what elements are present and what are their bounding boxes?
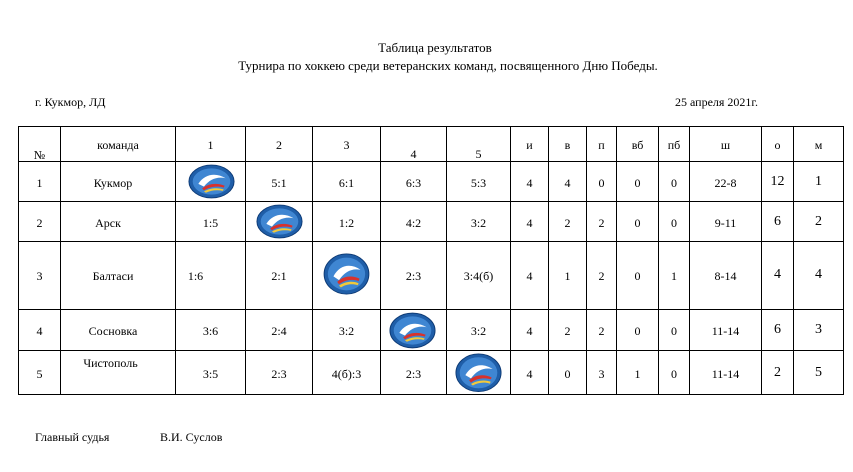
score-cell: 1:2	[313, 202, 381, 242]
losses-cell: 2	[587, 242, 617, 310]
score-cell: 2:3	[381, 351, 447, 395]
tournament-emblem-icon	[323, 253, 370, 295]
tournament-emblem-icon	[455, 353, 502, 393]
venue-label: г. Кукмор, ЛД	[35, 95, 106, 109]
place-cell: 1	[794, 162, 844, 202]
table-row	[19, 162, 844, 202]
judge-role-label: Главный судья	[35, 430, 110, 444]
header-cell-shootout-losses: пб	[659, 127, 690, 162]
place-cell: 2	[794, 202, 844, 242]
score-cell: 3:4(б)	[447, 242, 511, 310]
wins-cell: 1	[549, 242, 587, 310]
wins-cell: 4	[549, 162, 587, 202]
header-cell-place: м	[794, 127, 844, 162]
table-row	[19, 351, 844, 395]
header-cell-games: и	[511, 127, 549, 162]
score-cell: 2:3	[246, 351, 313, 395]
games-cell: 4	[511, 202, 549, 242]
header-row	[19, 127, 844, 162]
table-row	[19, 202, 844, 242]
points-cell: 6	[762, 310, 794, 351]
score-cell: 3:6	[176, 310, 246, 351]
goals-cell: 8-14	[690, 242, 762, 310]
score-cell: 4(б):3	[313, 351, 381, 395]
header-cell-3: 3	[313, 127, 381, 162]
judge-name: В.И. Суслов	[160, 430, 223, 444]
self-match-cell	[246, 202, 313, 242]
team-name: Арск	[61, 202, 176, 242]
points-cell: 6	[762, 202, 794, 242]
self-match-cell	[176, 162, 246, 202]
shootout-losses-cell: 1	[659, 242, 690, 310]
score-cell: 6:3	[381, 162, 447, 202]
shootout-wins-cell: 1	[617, 351, 659, 395]
games-cell: 4	[511, 310, 549, 351]
wins-cell: 2	[549, 310, 587, 351]
header-cell-5: 5	[447, 127, 511, 162]
score-cell: 3:5	[176, 351, 246, 395]
team-name: Сосновка	[61, 310, 176, 351]
place-cell: 3	[794, 310, 844, 351]
table-row	[19, 242, 844, 310]
score-cell: 2:1	[246, 242, 313, 310]
tournament-emblem-icon	[389, 312, 436, 349]
games-cell: 4	[511, 162, 549, 202]
goals-cell: 22-8	[690, 162, 762, 202]
score-cell: 1:5	[176, 202, 246, 242]
score-cell: 5:3	[447, 162, 511, 202]
goals-cell: 11-14	[690, 310, 762, 351]
losses-cell: 3	[587, 351, 617, 395]
header-cell-1: 1	[176, 127, 246, 162]
team-name: Кукмор	[61, 162, 176, 202]
header-cell-points: о	[762, 127, 794, 162]
losses-cell: 2	[587, 310, 617, 351]
header-cell-team: команда	[61, 127, 176, 162]
self-match-cell	[381, 310, 447, 351]
team-name: Балтаси	[61, 242, 176, 310]
points-cell: 4	[762, 242, 794, 310]
score-cell: 2:4	[246, 310, 313, 351]
losses-cell: 2	[587, 202, 617, 242]
games-cell: 4	[511, 351, 549, 395]
tournament-emblem-icon	[188, 164, 235, 199]
table-row	[19, 310, 844, 351]
wins-cell: 2	[549, 202, 587, 242]
wins-cell: 0	[549, 351, 587, 395]
self-match-cell	[447, 351, 511, 395]
header-cell-wins: в	[549, 127, 587, 162]
games-cell: 4	[511, 242, 549, 310]
shootout-losses-cell: 0	[659, 202, 690, 242]
self-match-cell	[313, 242, 381, 310]
results-table	[18, 126, 844, 395]
score-cell: 2:3	[381, 242, 447, 310]
shootout-losses-cell: 0	[659, 351, 690, 395]
shootout-losses-cell: 0	[659, 162, 690, 202]
date-label: 25 апреля 2021г.	[675, 95, 758, 109]
shootout-wins-cell: 0	[617, 202, 659, 242]
points-cell: 12	[762, 162, 794, 202]
row-number: 2	[19, 202, 61, 242]
score-cell: 5:1	[246, 162, 313, 202]
losses-cell: 0	[587, 162, 617, 202]
row-number: 5	[19, 351, 61, 395]
row-number: 3	[19, 242, 61, 310]
points-cell: 2	[762, 351, 794, 395]
shootout-losses-cell: 0	[659, 310, 690, 351]
document-subtitle: Турнира по хоккею среди ветеранских команд, посвященного Дню Победы.	[238, 58, 658, 73]
score-cell: 1:6	[176, 242, 246, 310]
shootout-wins-cell: 0	[617, 162, 659, 202]
header-cell-goals: ш	[690, 127, 762, 162]
goals-cell: 11-14	[690, 351, 762, 395]
header-cell-losses: п	[587, 127, 617, 162]
shootout-wins-cell: 0	[617, 242, 659, 310]
score-cell: 3:2	[447, 202, 511, 242]
header-cell-4: 4	[381, 127, 447, 162]
place-cell: 4	[794, 242, 844, 310]
row-number: 4	[19, 310, 61, 351]
goals-cell: 9-11	[690, 202, 762, 242]
header-cell-shootout-wins: вб	[617, 127, 659, 162]
score-cell: 3:2	[447, 310, 511, 351]
row-number: 1	[19, 162, 61, 202]
tournament-emblem-icon	[256, 204, 303, 239]
score-cell: 4:2	[381, 202, 447, 242]
header-cell-num: №	[19, 127, 61, 162]
place-cell: 5	[794, 351, 844, 395]
score-cell: 6:1	[313, 162, 381, 202]
shootout-wins-cell: 0	[617, 310, 659, 351]
header-cell-2: 2	[246, 127, 313, 162]
score-cell: 3:2	[313, 310, 381, 351]
team-name: Чистополь	[61, 351, 176, 395]
document-title: Таблица результатов	[378, 40, 492, 55]
